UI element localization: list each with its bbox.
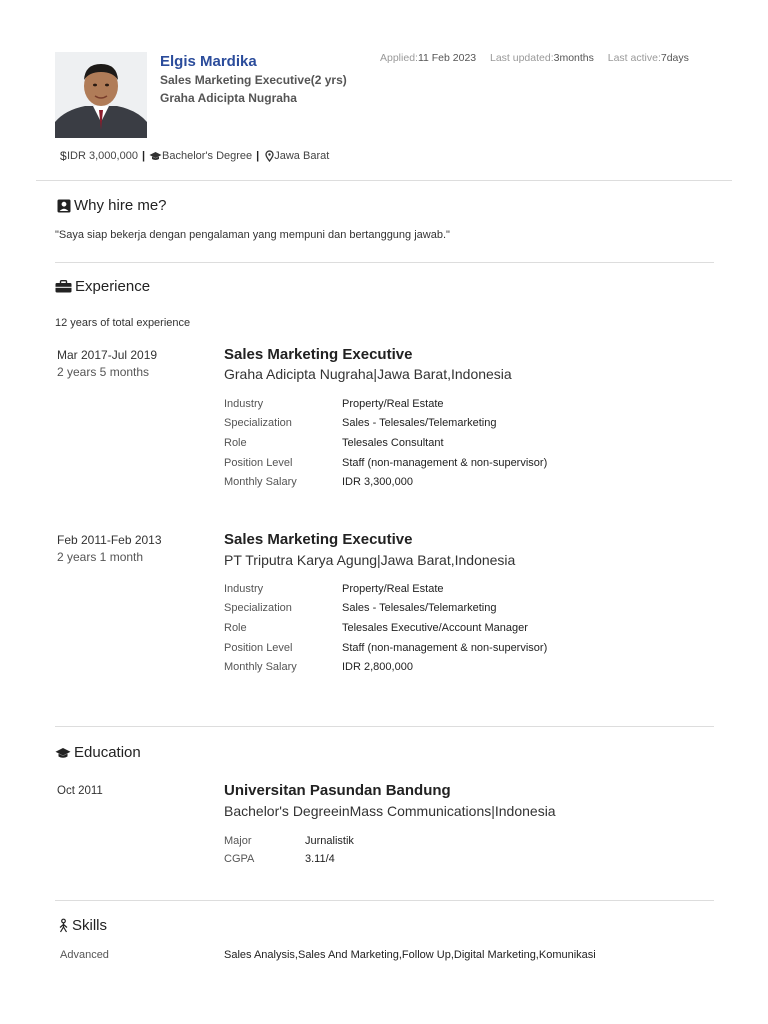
job-detail-value: Property/Real Estate (342, 398, 444, 410)
graduation-cap-icon (55, 747, 71, 759)
experience-title: Experience (75, 278, 151, 295)
updated-value: 3months (553, 52, 594, 64)
candidate-name[interactable]: Elgis Mardika (160, 53, 257, 70)
candidate-company: Graha Adicipta Nugraha (160, 91, 297, 105)
job-detail-value: Telesales Executive/Account Manager (342, 622, 528, 634)
education-title: Education (74, 744, 141, 761)
why-hire-divider (55, 262, 714, 263)
education-detail-label: CGPA (224, 853, 255, 865)
job-detail-label: Industry (224, 583, 264, 595)
updated-label: Last updated: (489, 52, 554, 64)
job-duration: 2 years 1 month (57, 550, 144, 564)
experience-heading (55, 278, 150, 295)
job-detail-value: Telesales Consultant (342, 437, 444, 449)
why-hire-heading (57, 197, 167, 214)
briefcase-icon (55, 280, 72, 293)
why-hire-title: Why hire me? (74, 197, 167, 214)
dollar-icon (60, 149, 67, 162)
education-detail-label: Major (224, 835, 252, 847)
candidate-facts (60, 149, 329, 162)
education-detail-value: Jurnalistik (305, 835, 354, 847)
applied-value: 11 Feb 2023 (417, 52, 477, 64)
contact-card-icon (57, 199, 71, 213)
candidate-headline: Sales Marketing Executive(2 yrs) (160, 73, 347, 87)
education-date: Oct 2011 (57, 785, 103, 797)
skill-level: Advanced (60, 949, 109, 961)
job-title: Sales Marketing Executive (224, 531, 413, 548)
education-detail-value: 3.11/4 (305, 853, 335, 865)
school-name: Universitan Pasundan Bandung (224, 782, 451, 799)
education-heading (55, 744, 141, 761)
job-detail-label: Role (224, 622, 247, 634)
active-value: 7days (660, 52, 689, 64)
person-photo-icon (55, 52, 147, 138)
job-detail-label: Position Level (224, 642, 293, 654)
job-duration: 2 years 5 months (57, 365, 150, 379)
applied-label: Applied: (380, 52, 418, 64)
job-detail-label: Position Level (224, 457, 293, 469)
skill-list: Sales Analysis,Sales And Marketing,Follow Up,Digital Marketing,Komunikasi (224, 949, 596, 961)
location: Jawa Barat (274, 149, 330, 162)
job-detail-label: Specialization (224, 602, 292, 614)
degree-info: Bachelor's DegreeinMass Communications|Indonesia (224, 803, 556, 819)
graduation-cap-icon (149, 151, 162, 161)
job-company: Graha Adicipta Nugraha|Jawa Barat,Indonesia (224, 366, 512, 382)
location-pin-icon (265, 150, 274, 162)
job-dates: Feb 2011-Feb 2013 (57, 533, 162, 547)
education-divider (55, 900, 714, 901)
job-detail-label: Role (224, 437, 247, 449)
why-hire-quote: "Saya siap bekerja dengan pengalaman yang mempuni dan bertanggung jawab." (55, 229, 450, 241)
job-detail-value: IDR 3,300,000 (342, 476, 413, 488)
skills-title: Skills (72, 917, 108, 934)
job-detail-value: IDR 2,800,000 (342, 661, 413, 673)
activity-meta (380, 52, 689, 64)
person-skill-icon (58, 918, 69, 933)
highest-degree: Bachelor's Degree (162, 149, 253, 162)
job-detail-label: Industry (224, 398, 264, 410)
fact-separator: | (256, 149, 260, 162)
job-detail-value: Property/Real Estate (342, 583, 444, 595)
job-detail-value: Staff (non-management & non-supervisor) (342, 457, 548, 469)
job-detail-label: Monthly Salary (224, 661, 297, 673)
job-detail-label: Monthly Salary (224, 476, 297, 488)
skills-heading (58, 917, 107, 934)
svg-text:$: $ (60, 149, 67, 162)
total-experience: 12 years of total experience (55, 317, 191, 329)
job-company: PT Triputra Karya Agung|Jawa Barat,Indonesia (224, 552, 516, 568)
experience-divider (55, 726, 714, 727)
fact-separator: | (141, 149, 146, 162)
job-detail-value: Sales - Telesales/Telemarketing (342, 417, 497, 429)
job-detail-label: Specialization (224, 417, 292, 429)
expected-salary: IDR 3,000,000 (67, 149, 138, 162)
job-detail-value: Staff (non-management & non-supervisor) (342, 642, 548, 654)
active-label: Last active: (607, 52, 661, 64)
candidate-photo (55, 52, 147, 138)
job-detail-value: Sales - Telesales/Telemarketing (342, 602, 497, 614)
job-title: Sales Marketing Executive (224, 346, 413, 363)
header-divider (36, 180, 732, 181)
job-dates: Mar 2017-Jul 2019 (57, 348, 158, 362)
